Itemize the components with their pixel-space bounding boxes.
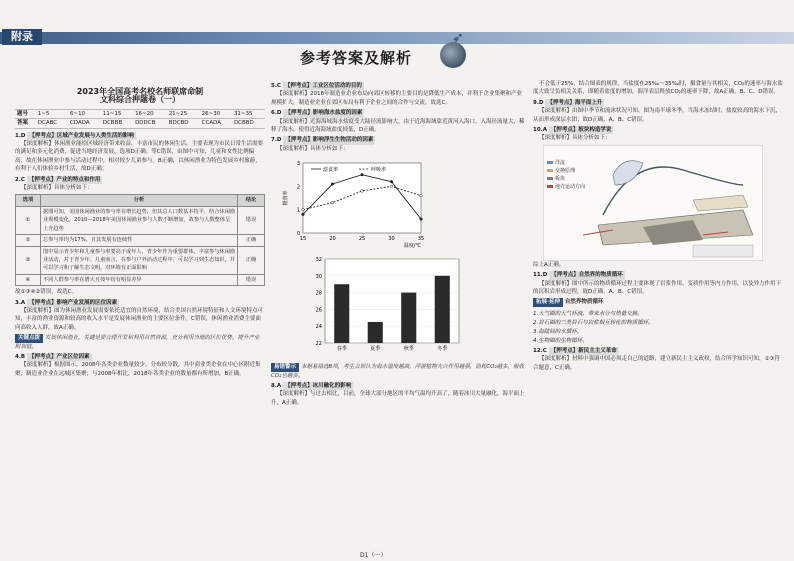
data-point [390, 181, 393, 184]
question-11: 11.D 【押考点】自然界的物质循环 [533, 272, 623, 279]
bar-chart-svg [299, 251, 464, 361]
data-point [420, 195, 423, 198]
list-item: 2.岩石圈的三类岩石与岩浆相互转化的物质循环。 [533, 319, 654, 326]
x-tick-label: 35 [417, 236, 425, 243]
x-tick-label: 15 [299, 236, 307, 243]
analysis-10: 【深度解析】具体分析如下： [539, 135, 611, 142]
exam-subtitle: 文科综合押题卷（一） [100, 95, 180, 105]
x-tick-label: 夏季 [370, 346, 381, 353]
question-3: 3.A 【押考点】影响产业发展的区位因素 [15, 299, 118, 306]
question-4: 4.B 【押考点】产业区位因素 [15, 353, 90, 360]
analysis-6: 【深度解析】近海海域海水盐度受大陆径流影响大，由于近海海域靠近黄河入海口，入海径流量大，稀释了海水，使得近海海域盐度较低，D正确。 [271, 118, 525, 134]
bar [368, 322, 383, 343]
bar [435, 276, 450, 343]
list-item: 3.海陆间的水循环。 [533, 328, 583, 335]
table-row: 题号 1~5 6~10 11~15 16~20 21~25 26~30 31~35 [15, 109, 265, 118]
data-point [302, 209, 305, 212]
column-right [533, 80, 785, 372]
x-tick-label: 冬季 [437, 346, 448, 353]
y-tick-label: 3 [296, 161, 300, 168]
bar-chart [299, 251, 464, 361]
y-tick-label: 22 [315, 341, 322, 348]
y-tick-label: 30 [315, 274, 322, 281]
analysis-1: 【深度解析】休闲渔业能给区域经济带来收益，丰富市民的休闲生活，主要表现为市民日常生活需要的满足和多元化消费，促进当地经济发展，选项D正确。等C错误，由图中可知，儿童和女性比例偏高，故在休闲渔业中参与活动过程中，相对较少儿童参与。B正确，以休闲渔业为特色发展乡村旅游，有利于人们体验乡村生活，故D正确。 [15, 141, 264, 173]
data-point [331, 183, 334, 186]
data-point [361, 174, 364, 177]
analysis-2: 【深度解析】具体分析如下： [21, 185, 93, 192]
y-tick-label: 32 [315, 257, 322, 264]
page-title: 参考答案及解析 [300, 49, 413, 67]
conclusion-2: 故①③④②错误，故选C。 [15, 289, 78, 296]
option-table [15, 194, 265, 286]
question-9: 9.D 【押考点】海平面上升 [533, 99, 603, 106]
y-tick-label: 24 [315, 324, 322, 331]
question-12: 12.C 【押考点】新民主主义革命 [533, 348, 617, 354]
legend-label: 滤食率 [323, 167, 339, 174]
table-row: ① 据图可知，美国休闲渔业的参与率有增长趋势，但其总人口数基本持平，结合休闲渔业规模变化，2010—2018年美国休闲渔业参与人数不断增加，故参与人数整体呈上升趋势 错误 [16, 206, 265, 234]
table-row: ③ 图中显示青少年和儿童参与率要高于成年人，青少年作为重要群体，丰富参与休闲渔业活动，对于青少年、儿童而言，在参与户外活动过程中，可以学习到生态知识，并可以学习和了解生态文明，对环境有正面影响 正确 [16, 246, 265, 274]
question-8: 8.A 【押考点】冰川融化的影响 [271, 383, 352, 390]
question-7: 7.D 【押考点】影响浮生生物活动的因素 [271, 137, 374, 144]
question-5: 5.C 【押考点】工业区位活动的目的 [271, 83, 362, 89]
appendix-tag: 附录 [2, 29, 42, 45]
data-point [420, 218, 423, 221]
table-header-row: 选项 分析 结论 [16, 195, 265, 206]
question-6: 6.D 【押考点】影响海水盐度的因素 [271, 110, 363, 117]
tip-box: 关键点拨 发展休闲渔业，关键是要合理开发和利用自然资源，充分利用当地的区位优势，提升产业附加值。 [15, 335, 260, 350]
x-tick-label: 20 [329, 236, 336, 243]
analysis-5: 【深度解析】2018年制造业企业布局向郊区转移的主要目的是降低生产成本，并利于企业集聚和产业规模扩大，制造业企业在郊区布局有利于企业之间的合作与交流，故选C。 [271, 91, 523, 106]
analysis-12: 【深度解析】材料中强调中国必须走自己的道路，建立新民主主义政权，结合所学知识可知，①③符合题意，C正确。 [533, 356, 780, 371]
answer-table [15, 109, 265, 129]
x-tick-label: 秋季 [403, 346, 414, 353]
x-tick-label: 春季 [336, 346, 347, 353]
y-tick-label: 0 [296, 231, 300, 238]
plate-diagram [543, 145, 763, 261]
question-10: 10.A 【押考点】板块构造学说 [533, 127, 612, 134]
data-point [331, 202, 334, 205]
y-axis-label: 摄食率 [283, 190, 289, 206]
conclusion-10: 综上A正确。 [533, 261, 565, 268]
analysis-8: 【深度解析】与过去相比，目前，全球大部分地区的平均气温均升高了，随着冰川大量融化，海平面上升，A正确。 [271, 391, 525, 406]
line-chart [281, 153, 431, 249]
bar [401, 293, 416, 343]
analysis-11: 【深度解析】图中所示的物质循环过程主要体现了岩浆作用、变质作用等内力作用，以及外力作用下的沉积岩形成过程，故D正确，A、B、C错误。 [533, 280, 782, 296]
bar [334, 284, 349, 343]
legend-label: 地壳运动方向 [555, 183, 586, 190]
column-middle [271, 80, 527, 407]
extension-list [533, 310, 785, 345]
plate-diagram-svg [543, 145, 763, 261]
x-tick-label: 30 [388, 236, 395, 243]
analysis-3: 【深度解析】图为休闲渔业发展需要依托适宜的自然环境，结合美国自然环境特征和人文环境特点可知，丰富的渔业资源和较高的收入水平是发展休闲渔业的主要区位条件。C错误，休闲渔业消费主要面向高收入人群，故A正确。 [15, 307, 264, 331]
question-1: 1.D 【押考点】区域产业发展与人类生活的影响 [15, 132, 134, 139]
y-tick-label: 28 [315, 290, 322, 297]
legend-label: 呼吸率 [371, 167, 387, 174]
analysis-9: 【深度解析】由图中季节和流冰状况可知，图为南半球冬季，当海水冻结时，盐度较高的海水下沉，从而形成深层水团；故D正确，A、B、C错误。 [533, 108, 782, 123]
analysis-4: 【深度解析】根据图示，2008年各类企业数量较少，分布较分散，其中商业类企业在中心区附近集聚，制造业企业在远城区集聚；与2008年相比，2018年各类企业的数量都有所增加，B正确。 [15, 362, 261, 377]
data-point [361, 190, 364, 193]
y-tick-label: 2 [296, 184, 300, 191]
table-row: 答案 DCABC CDADA DCBBB DDDCB BDCBD CCADA DCBBD [15, 119, 265, 128]
rocket-icon: ➶ [452, 30, 464, 46]
list-item: 4.生物圈的生物循环。 [533, 337, 588, 344]
line-chart-svg [281, 153, 431, 249]
page-number: D1（一） [360, 552, 387, 559]
legend-label: 洋流 [555, 159, 566, 166]
data-point [302, 213, 305, 216]
header-bar [0, 32, 794, 44]
analysis-7: 【深度解析】具体分析如下： [277, 145, 349, 152]
y-tick-label: 1 [296, 207, 300, 214]
legend-label: 交换原理 [555, 167, 576, 174]
analysis-7-cont: 不会低于25%，结合图表的规律，当盐度在25‰～35‰时，摄食量与其相关，CO₂的速率与海水盐度大致呈负相关关系，即随着盐度的增加，海洋表层释放CO₂的速率下降，故A正确，B、C、D错误。 [533, 81, 783, 96]
data-point [390, 185, 393, 188]
legend-label: 板块 [555, 175, 566, 182]
table-row: ④ 不同人群参与率在增大且按年份有明显差异 错误 [16, 274, 265, 285]
question-2: 2.C 【押考点】产业的特点和作用 [15, 176, 101, 183]
column-left [15, 80, 265, 378]
tip-box-2: 易错警示 本题易错选B项，考生会误认为海水温度越高，浮游植物光合作用越强，消耗CO₂越多，吸收CO₂也越多。 [271, 364, 525, 379]
x-axis-label: 温度/℃ [403, 243, 421, 250]
table-row: ② 总参与率均为17%，且其发展有连续性 正确 [16, 235, 265, 246]
list-item: 1.大气圈的大气环流，带来水分与热量交换。 [533, 310, 643, 317]
y-tick-label: 26 [315, 307, 322, 314]
x-tick-label: 25 [358, 236, 366, 243]
extension-box: 拓展·延伸 自然界物质循环 [533, 296, 785, 308]
exam-title: 2023年全国高考名校名师联席命制 [76, 87, 204, 96]
